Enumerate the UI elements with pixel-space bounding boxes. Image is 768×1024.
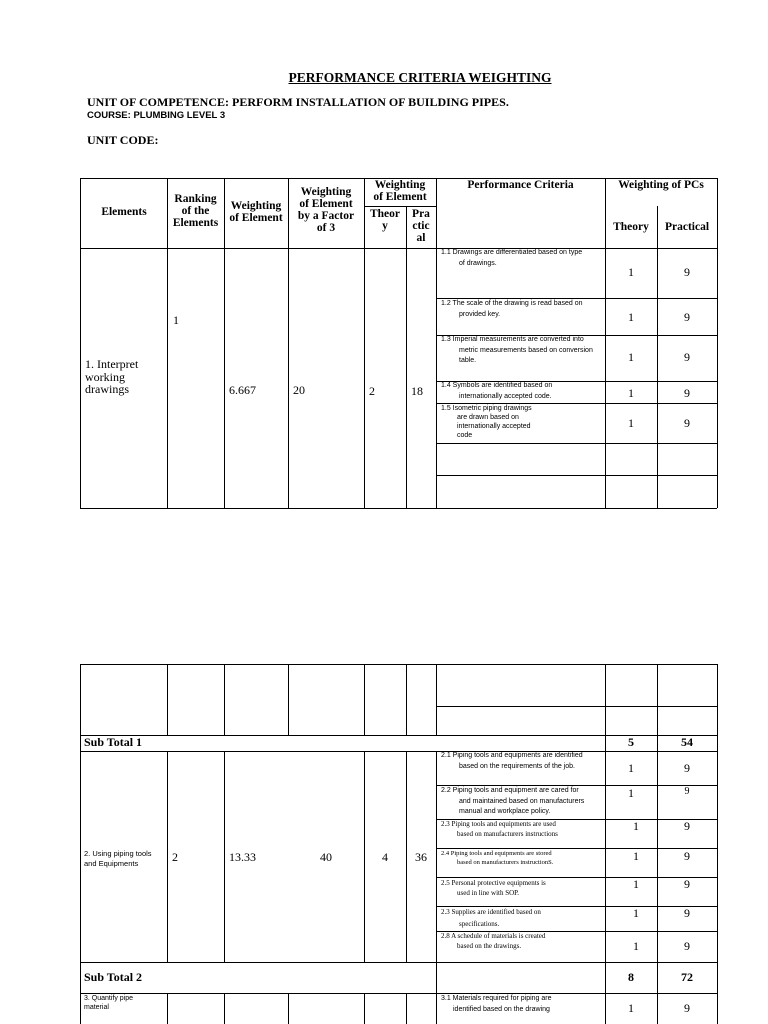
header-weighting-pcs: Weighting of PCs xyxy=(618,179,704,191)
header-performance-criteria: Performance Criteria xyxy=(467,179,574,191)
subtotal-1-theory: 5 xyxy=(628,735,634,749)
header-practical: Practical xyxy=(664,221,710,233)
element-1-theory: 2 xyxy=(369,384,375,398)
pc-1-4-practical: 9 xyxy=(684,386,690,400)
pc-2-2-theory: 1 xyxy=(628,786,634,800)
pc-2-1: 2.1 Piping tools and equipments are identified based on the requirements of the job. xyxy=(441,752,583,770)
pc-1-5-practical: 9 xyxy=(684,416,690,430)
pc-2-6-practical: 9 xyxy=(684,906,690,920)
pc-1-3-theory: 1 xyxy=(628,350,634,364)
pc-2-4: 2.4 Piping tools and equipments are stored based on manufacturers instructionS. xyxy=(441,850,554,867)
pc-2-3-practical: 9 xyxy=(684,819,690,833)
pc-2-1-theory: 1 xyxy=(628,761,634,775)
element-2-practical: 36 xyxy=(415,850,427,864)
pc-1-1: 1.1 Drawings are differentiated based on type of drawings. xyxy=(441,249,583,267)
element-1-rank: 1 xyxy=(173,313,179,327)
pc-2-7: 2.8 A schedule of materials is created based on the drawings. xyxy=(441,932,546,951)
element-2-factor: 40 xyxy=(320,850,332,864)
pc-1-4: 1.4 Symbols are identified based on internationally accepted code. xyxy=(441,382,553,400)
pc-2-5-theory: 1 xyxy=(633,877,639,891)
subtotal-2-practical: 72 xyxy=(681,970,693,984)
pc-3-1-theory: 1 xyxy=(628,1001,634,1015)
pc-2-6: 2.3 Supplies are identified based on specifications. xyxy=(441,908,541,928)
pc-2-3: 2.3 Piping tools and equipments are used based on manufacturers instructions xyxy=(441,820,558,839)
subtotal-1-label: Sub Total 1 xyxy=(84,735,143,749)
subtotal-2-theory: 8 xyxy=(628,970,634,984)
pc-2-7-practical: 9 xyxy=(684,939,690,953)
pc-1-3-practical: 9 xyxy=(684,350,690,364)
header-weighting-split: Weighting of Element xyxy=(373,179,427,204)
pc-1-5-theory: 1 xyxy=(628,416,634,430)
unit-of-competence: UNIT OF COMPETENCE: PERFORM INSTALLATION OF BUILDING PIPES. xyxy=(87,95,509,109)
pc-2-4-practical: 9 xyxy=(684,849,690,863)
pc-1-4-theory: 1 xyxy=(628,386,634,400)
element-3-name: 3. Quantify pipe material xyxy=(84,995,134,1012)
element-1-factor: 20 xyxy=(293,383,305,397)
course-label: COURSE: PLUMBING LEVEL 3 xyxy=(87,110,226,121)
pc-2-4-theory: 1 xyxy=(633,849,639,863)
element-1-practical: 18 xyxy=(411,384,423,398)
pc-3-1-practical: 9 xyxy=(684,1001,690,1015)
pc-2-1-practical: 9 xyxy=(684,761,690,775)
pc-2-7-theory: 1 xyxy=(633,939,639,953)
element-2-weighting: 13.33 xyxy=(229,850,256,864)
pc-1-2-theory: 1 xyxy=(628,310,634,324)
pc-1-5: 1.5 Isometric piping drawings are drawn based on internationally accepted code xyxy=(441,405,532,440)
unit-code-label: UNIT CODE: xyxy=(87,133,159,147)
pc-2-5-practical: 9 xyxy=(684,877,690,891)
header-ranking: Ranking of the Elements xyxy=(172,193,219,230)
pc-2-2: 2.2 Piping tools and equipment are cared for and maintained based on manufacturers manual and workplace policy. xyxy=(441,787,585,815)
element-1-weighting: 6.667 xyxy=(229,383,256,397)
element-2-theory: 4 xyxy=(382,850,388,864)
pc-1-2: 1.2 The scale of the drawing is read based on provided key. xyxy=(441,300,583,318)
subtotal-1-practical: 54 xyxy=(681,735,693,749)
header-theory-split: Theor y xyxy=(369,208,401,233)
subtotal-2-label: Sub Total 2 xyxy=(84,970,143,984)
element-2-name: 2. Using piping tools and Equipments xyxy=(84,849,152,868)
pc-1-1-practical: 9 xyxy=(684,265,690,279)
pc-3-1: 3.1 Materials required for piping are identified based on the drawing xyxy=(441,995,552,1013)
element-2-rank: 2 xyxy=(172,850,178,864)
pc-1-1-theory: 1 xyxy=(628,265,634,279)
header-elements: Elements xyxy=(101,206,147,218)
pc-2-2-practical: 9 xyxy=(684,786,690,797)
pc-2-5: 2.5 Personal protective equipments is used in line with SOP. xyxy=(441,879,546,898)
header-weighting-factor: Weighting of Element by a Factor of 3 xyxy=(297,186,355,235)
header-weighting-element: Weighting of Element xyxy=(229,200,283,225)
header-practical-split: Pra ctic al xyxy=(412,208,430,245)
pc-1-3: 1.3 Imperial measurements are converted into metric measurements based on conversion table. xyxy=(441,336,593,364)
pc-2-6-theory: 1 xyxy=(633,906,639,920)
pc-2-3-theory: 1 xyxy=(633,819,639,833)
header-theory: Theory xyxy=(613,221,649,233)
page-title: PERFORMANCE CRITERIA WEIGHTING xyxy=(288,70,552,85)
element-1-name: 1. Interpret working drawings xyxy=(85,357,139,397)
pc-1-2-practical: 9 xyxy=(684,310,690,324)
